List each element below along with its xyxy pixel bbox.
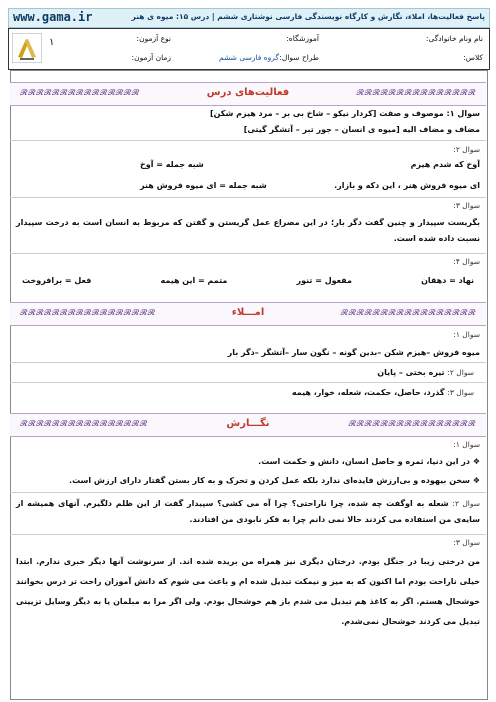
section-ornament: 𝓡𝓡𝓡𝓡𝓡𝓡𝓡𝓡𝓡𝓡𝓡𝓡𝓡𝓡𝓡𝓡 xyxy=(20,419,148,428)
imla-q2-label: سوال ۲: xyxy=(447,368,474,377)
section-bar-imla xyxy=(10,302,486,326)
divider xyxy=(10,492,486,493)
activity-q1-label: سوال ۱: xyxy=(446,109,480,118)
subject-answer: نهاد = دهقان xyxy=(421,276,474,285)
designer-label: طراح سوال: xyxy=(279,53,319,62)
negaresh-q1-label: سوال ۱: xyxy=(453,440,480,449)
negaresh-q2-label: سوال ۲: xyxy=(452,499,481,508)
bullet-icon: ❖ xyxy=(472,476,480,485)
divider xyxy=(10,382,486,383)
negaresh-q1-bullet1: ❖ در این دنیا، ثمره و حاصل انسان، دانش و حکمت است. xyxy=(258,457,480,466)
divider xyxy=(10,362,486,363)
negaresh-q3-label: سوال ۳: xyxy=(453,538,480,547)
activity-q1-line1: سوال ۱: موصوف و صفت [کردار نیکو – شاخ بی بر – مرد هیزم شکن] xyxy=(209,109,480,118)
imla-q3-label: سوال ۳: xyxy=(447,388,474,397)
section-ornament: 𝓡𝓡𝓡𝓡𝓡𝓡𝓡𝓡𝓡𝓡𝓡𝓡𝓡𝓡𝓡𝓡𝓡 xyxy=(20,308,156,317)
section-bar-activities xyxy=(10,82,486,106)
activity-q4-answers xyxy=(10,276,486,285)
exam-time-label: زمان آزمون: xyxy=(131,53,171,62)
divider xyxy=(10,534,486,535)
activity-q3-answer: بگریست سپیدار و چنین گفت دگر بار؛ در این مصراع عمل گریستن و گفتن که مربوط به انسان است به درخت سپیدار نسبت داده شده است. xyxy=(16,218,480,243)
activity-q3-label: سوال ۳: xyxy=(453,201,480,210)
section-ornament: 𝓡𝓡𝓡𝓡𝓡𝓡𝓡𝓡𝓡𝓡𝓡𝓡𝓡𝓡𝓡𝓡 xyxy=(348,419,476,428)
activity-q4-label: سوال ۴: xyxy=(453,257,480,266)
activity-q2-label: سوال ۲: xyxy=(453,145,480,154)
site-url[interactable]: www.gama.ir xyxy=(13,10,93,24)
section-ornament: 𝓡𝓡𝓡𝓡𝓡𝓡𝓡𝓡𝓡𝓡𝓡𝓡𝓡𝓡𝓡𝓡𝓡 xyxy=(340,308,476,317)
divider xyxy=(10,197,486,198)
imla-q1-answer: میوه فروش –هیزم شکن –بدین گونه – نگون سار –آتشگر –دگر بار xyxy=(227,348,480,357)
top-banner xyxy=(8,8,490,28)
section-title-negaresh: نگـــارش xyxy=(226,418,270,429)
bullet-icon: ❖ xyxy=(472,457,480,466)
divider xyxy=(10,140,486,141)
imla-q1-label: سوال ۱: xyxy=(453,330,480,339)
activity-q2-row2: ای میوه فروش هنر ، این دکه و بازار. شبه جمله = ای میوه فروش هنر xyxy=(140,181,480,190)
imla-q3: سوال ۳: گذرد، حاصل، حکمت، شعله، خوار، هیمه xyxy=(10,387,486,399)
negaresh-q1-bullet2: ❖ سخن بیهوده و بی‌ارزش فایده‌ای ندارد بلکه عمل کردن و تحرک و به کار بستن گفتار دارای ارزش است. xyxy=(69,476,480,485)
section-title-activities: فعالیت‌های درس xyxy=(206,87,290,98)
class-label: کلاس: xyxy=(463,53,483,62)
negaresh-q3-answer: من درختی زیبا در جنگل بودم. درختان دیگری نیز همراه من بریده شده اند. از سرنوشت آنها دیگر خبری ندارم. ابتدا خیلی ناراحت بودم اما اکنون که به میز و نیمکت تبدیل شده ام و باعث می شوم که دانش آموزان راحت تر درس بخوانند خوشحال هستم. اگر به کاغذ هم تبدیل می شدم باز هم خوشحال بودم. ولی اگر مرا به مبلمان یا به دیگر وسایل تزیینی تبدیل می کردند خوشحال نمی‌شدم. xyxy=(16,557,480,626)
verb-answer: فعل = برافروخت xyxy=(22,276,92,285)
exam-header xyxy=(8,28,490,70)
section-bar-negaresh xyxy=(10,413,486,437)
school-label: آموزشگاه: xyxy=(286,34,319,43)
exam-type-label: نوع آزمون: xyxy=(136,34,171,43)
activity-q2-row1: آوخ که شدم هیزم شبه جمله = آوخ xyxy=(140,160,480,169)
section-title-imla: امـــلاء xyxy=(231,307,265,318)
divider xyxy=(10,253,486,254)
object-answer: مفعول = تنور xyxy=(296,276,352,285)
section-ornament: 𝓡𝓡𝓡𝓡𝓡𝓡𝓡𝓡𝓡𝓡𝓡𝓡𝓡𝓡𝓡 xyxy=(20,88,140,97)
section-ornament: 𝓡𝓡𝓡𝓡𝓡𝓡𝓡𝓡𝓡𝓡𝓡𝓡𝓡𝓡𝓡 xyxy=(356,88,476,97)
page-number: ۱ xyxy=(49,37,55,48)
name-label: نام ونام خانوادگی: xyxy=(425,34,483,43)
logo-icon xyxy=(12,33,42,63)
document-title: پاسخ فعالیت‌ها، املاء، نگارش و کارگاه نویسندگی فارسی نوشتاری ششم | درس ۱۵: میوه ی هنر xyxy=(131,12,485,21)
designer-value: گروه فارسی ششم xyxy=(218,53,279,62)
activity-q1-line2: مضاف و مضاف الیه [میوه ی انسان – جور تبر – آتشگر گیتی] xyxy=(243,125,480,134)
negaresh-q2: سوال ۲: شعله به اوگفت چه شده، چرا ناراحتی؟ چرا آه می کشی؟ سپیدار گفت از این ظلم دلگیرم. آنهای همیشه از سایه‌ی من استفاده می کردند حالا نمی دانم چرا به فکر نابودی من افتادند. xyxy=(16,499,481,524)
imla-q2: سوال ۲: تیره بختی – پایان xyxy=(10,367,486,379)
complement-answer: متمم = این هیمه xyxy=(160,276,228,285)
